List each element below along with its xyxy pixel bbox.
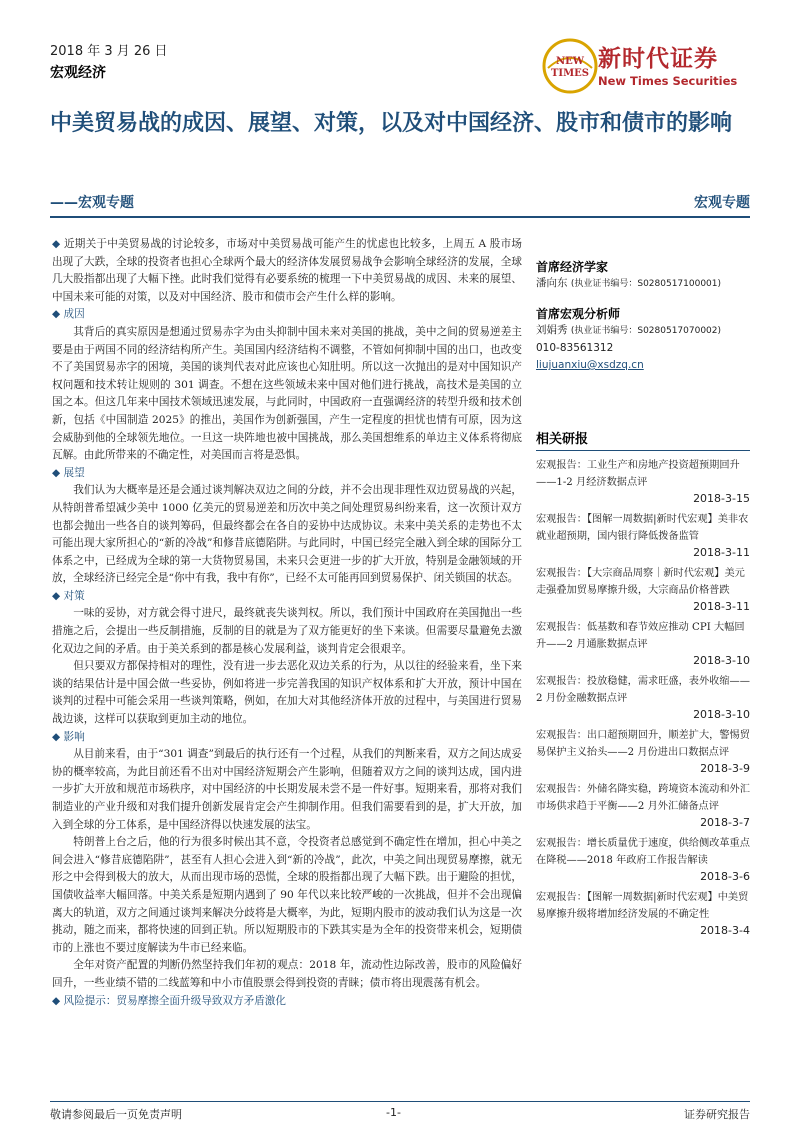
- related-report-link[interactable]: 宏观报告：【图解一周数据|新时代宏观】中美贸易摩擦升级将增加经济发展的不确定性: [536, 892, 749, 920]
- related-report-date: 2018-3-6: [700, 870, 750, 883]
- footer-divider: [50, 1101, 750, 1102]
- chief-analyst: 刘娟秀 (执业证书编号：S0280517070002): [536, 324, 722, 336]
- diamond-bullet-icon: ◆: [52, 238, 61, 250]
- report-body: [52, 236, 522, 1010]
- section-heading: ◆ 影响: [52, 730, 85, 743]
- section-heading: ◆ 对策: [52, 589, 85, 602]
- email-link[interactable]: liujuanxiu@xsdzq.cn: [536, 359, 644, 371]
- related-report-date: 2018-3-15: [693, 492, 750, 505]
- related-report-date: 2018-3-7: [700, 816, 750, 829]
- phone-number: 010-83561312: [536, 342, 614, 354]
- header-divider: [50, 216, 750, 218]
- intro-paragraph: ◆ 近期关于中美贸易战的讨论较多，市场对中美贸易战可能产生的忧虑也比较多，上周五 A 股市场出现了大跌，全球的投资者也担心全球两个最大的经济体发展贸易战争会影响全球经济的发展，全球几大股指都出现了大幅下挫。此时我们觉得有必要系统的梳理一下中美贸易战的成因、未来的展望、中国未来可能的对策，以及对中国经济、股市和债市会产生什么样的影响。: [52, 238, 522, 303]
- report-title: 中美贸易战的成因、展望、对策，以及对中国经济、股市和债市的影响: [50, 111, 733, 136]
- related-divider: [536, 450, 750, 451]
- logo-mark-times: TIMES: [550, 68, 590, 79]
- related-report-date: 2018-3-10: [693, 708, 750, 721]
- chief-economist: 潘向东 (执业证书编号：S0280517100001): [536, 277, 722, 289]
- related-report-date: 2018-3-9: [700, 762, 750, 775]
- sidebar: [536, 258, 750, 943]
- body-paragraph: 一味的妥协，对方就会得寸进尺，最终就丧失谈判权。所以，我们预计中国政府在美国抛出一些措施之后，会提出一些反制措施，反制的目的就是为了双方能更好的坐下来谈。但需要尽量避免去激化双边之间的矛盾。由于美关系到的都是核心发展利益，谈判肯定会很艰辛。: [52, 607, 522, 655]
- body-paragraph: 我们认为大概率是还是会通过谈判解决双边之间的分歧，并不会出现非理性双边贸易战的兴起，从特朗普希望减少美中 1000 亿美元的贸易逆差和历次中美之间处理贸易纠纷来看，这一次预计双方也都会抛出一些各自的谈判筹码，但最终都会在各自的妥协中达成协议。未来中美关系的走势也不太可能出现大家所担心的“新的冷战”和修昔底德陷阱。与此同时，中国已经完全融入到全球的国际分工体系之中，已经成为全球的第一大货物贸易国，未来只会更进一步的扩大开放，特别是金融领域的开放，全球经济已经完全是“你中有我，我中有你”，已经不太可能再回到贸易保护、闭关锁国的状态。: [52, 484, 522, 585]
- related-report-link[interactable]: 宏观报告：出口超预期回升，顺差扩大，警惕贸易保护主义抬头——2 月份进出口数据点评: [536, 730, 750, 758]
- body-paragraph: 特朗普上台之后，他的行为很多时候出其不意，令投资者总感觉到不确定性在增加，担心中美之间会进入“修昔底德陷阱”，甚至有人担心会进入到“新的冷战”，此次，中美之间出现贸易摩擦，就无形之中会得到极大的放大，从而出现市场的恐慌，全球的股指都出现了大幅下跌。出于避险的担忧，国债收益率大幅回落。中美关系是短期内遇到了 90 年代以来比较严峻的一次挑战，但并不会出现偏离大的轨道，双方之间通过谈判来解决分歧将是大概率，为此，短期内股市的波动我们认为这是一次挑动，随之而来，都将快速的回到正轨。所以短期股市的下跌其实是为全年的投资带来机会，短期债市的上涨也不要过度解读为牛市已经来临。: [52, 836, 522, 954]
- footer-report-label: 证券研究报告: [684, 1108, 750, 1121]
- page-number: -1-: [386, 1106, 401, 1119]
- footer-disclaimer: 敬请参阅最后一页免责声明: [50, 1108, 182, 1121]
- chief-analyst-title: 首席宏观分析师: [536, 307, 621, 321]
- logo-mark-new: NEW: [556, 56, 584, 67]
- company-logo-mark: [540, 38, 600, 94]
- related-report-date: 2018-3-11: [693, 546, 750, 559]
- body-paragraph: 全年对资产配置的判断仍然坚持我们年初的观点：2018 年，流动性边际改善，股市的风险偏好回升，一些业绩不错的二线蓝筹和中小市值股票会得到投资的青睐；债市将出现震荡有机会。: [52, 959, 522, 989]
- report-category: 宏观经济: [50, 65, 106, 81]
- related-report-date: 2018-3-4: [700, 924, 750, 937]
- company-logo-cn: 新时代证券: [598, 46, 718, 72]
- related-report-date: 2018-3-10: [693, 654, 750, 667]
- company-logo-en: New Times Securities: [598, 74, 738, 88]
- report-date: 2018 年 3 月 26 日: [50, 44, 168, 59]
- related-report-link[interactable]: 宏观报告：增长质量优于速度，供给侧改革重点在降税——2018 年政府工作报告解读: [536, 838, 750, 866]
- related-report-link[interactable]: 宏观报告：外储名降实稳，跨境资本流动和外汇市场供求趋于平衡——2 月外汇储备点评: [536, 784, 750, 812]
- body-paragraph: 其背后的真实原因是想通过贸易赤字为由头抑制中国未来对美国的挑战，美中之间的贸易逆差主要是由于两国不同的经济结构所产生。美国国内经济结构不调整，不管如何抑制中国的出口，也改变不了美国贸易赤字的困境，美国的谈判代表对此应该也心知肚明。所以这一次抛出的是对中国知识产权问题和技术转让规则的 301 调查。不想在这些领域未来中国对他们进行挑战，高技术是美国的立国之本。但这几年来中国技术领域迅速发展，与此同时，中国政府一直强调经济的转型升级和技术创新，包括《中国制造 2025》的推出，美国作为创新强国，产生一定程度的担忧也情有可原，因为这会威胁到他的全球领先地位。一旦这一块阵地也被中国挑战，那么美国想维系的单边主义体系将彻底瓦解。由此所带来的不确定性，对美国而言将是恐惧。: [52, 325, 522, 462]
- related-report-link[interactable]: 宏观报告：工业生产和房地产投资超预期回升——1-2 月经济数据点评: [536, 460, 740, 488]
- related-report-link[interactable]: 宏观报告：投放稳健，需求旺盛，表外收缩——2 月份金融数据点评: [536, 676, 750, 704]
- section-heading: ◆ 展望: [52, 466, 85, 479]
- section-heading: ◆ 成因: [52, 308, 85, 321]
- body-paragraph: 从目前来看，由于“301 调查”到最后的执行还有一个过程，从我们的判断来看，双方之间达成妥协的概率较高，为此目前还看不出对中国经济短期会产生影响，但随着双方之间的谈判达成，国内进一步扩大开放和规范市场秩序，对中国经济的中长期发展未尝不是一件好事。短期来看，那将对我们制造业的产业升级和对我们提升创新发展肯定会产生抑制作用。但我们需要看到的是，扩大开放，加入到全球的分工体系，是中国经济得以快速发展的法宝。: [52, 748, 522, 831]
- report-subtitle: ——宏观专题: [50, 195, 134, 211]
- related-report-link[interactable]: 宏观报告：【图解一周数据|新时代宏观】美非农就业超预期，国内银行降低拨备监管: [536, 514, 749, 542]
- body-paragraph: 但只要双方都保持相对的理性，没有进一步去恶化双边关系的行为，从以往的经验来看，坐下来谈的结果估计是中国会做一些妥协，例如将进一步完善我国的知识产权体系和扩大开放，预计中国在谈判的过程中可能会采用一些谈判策略，例如，在加大对其他经济体开放的过程中，与美国进行贸易战边谈，这样可以获取到更加主动的地位。: [52, 660, 522, 726]
- chief-economist-title: 首席经济学家: [536, 260, 609, 274]
- related-reports-title: 相关研报: [536, 432, 589, 447]
- related-report-link[interactable]: 宏观报告：【大宗商品周察｜新时代宏观】美元走强叠加贸易摩擦升级，大宗商品价格普跌: [536, 568, 745, 596]
- related-reports-list: [536, 457, 750, 939]
- related-report-date: 2018-3-11: [693, 600, 750, 613]
- related-report-link[interactable]: 宏观报告：低基数和春节效应推动 CPI 大幅回升——2 月通胀数据点评: [536, 622, 745, 650]
- report-type: 宏观专题: [694, 195, 750, 211]
- risk-warning: ◆ 风险提示：贸易摩擦全面升级导致双方矛盾激化: [52, 994, 286, 1007]
